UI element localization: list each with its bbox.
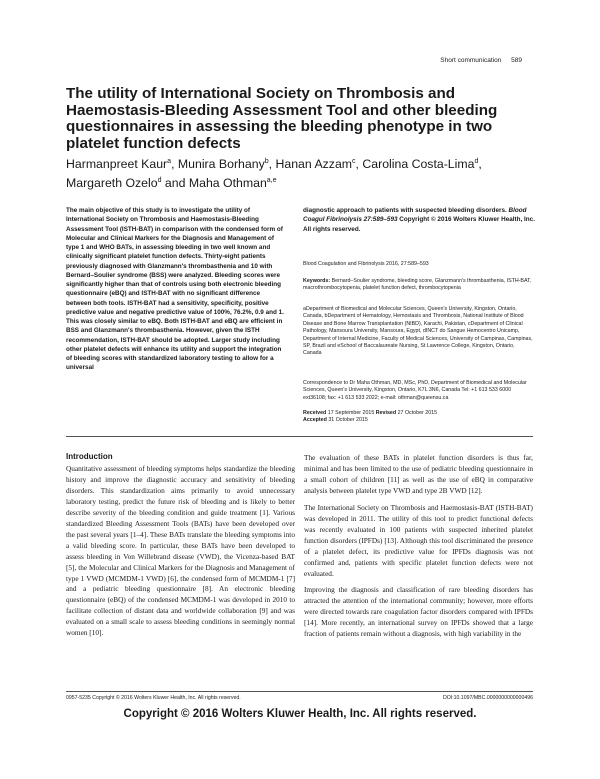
section-divider bbox=[66, 436, 533, 437]
section-heading: Introduction bbox=[66, 452, 113, 461]
article-title: The utility of International Society on Thrombosis and Haemostasis-Bleeding Assessment Tool and other bleeding questionnaires in assessing the bleeding phenotype in two platelet function defects bbox=[66, 85, 498, 152]
author: Munira Borhany$^b$ bbox=[177, 157, 269, 172]
keywords-label: Keywords: bbox=[303, 278, 331, 284]
paragraph: The evaluation of these BATs in platelet function disorders is thus far, minimal and has been limited to the use of pediatric bleeding questionnaire in a small cohort of children [11] as well as the use of eBQ in comparative analysis between platelet type VWD and type 2B VWD [12]. bbox=[304, 453, 533, 495]
paragraph: Improving the diagnosis and classification of rare bleeding disorders has attracted the attention of the international community; however, more efforts were directed towards rare coagulation factor disorders compared with IPFDs [14]. More recently, an international survey on IPFDs showed that a large fraction of patients remain without a diagnosis, with high variability in the bbox=[304, 585, 533, 639]
author-list: Harmanpreet Kaur$^a$, Munira Borhany$^b$, Hanan Azzam$^c$, Carolina Costa-Lima$^d$, Margareth Ozelo$^d$ and Maha Othman$^{a,e}$ bbox=[66, 157, 482, 190]
paragraph: The International Society on Thrombosis and Haemostasis-BAT (ISTH-BAT) was developed in 2011. The utility of this tool to predict functional defects was recently evaluated in 100 patients with suspected inherited platelet function disorders (IPFDs) [13]. Although this tool discriminated the presence of a platelet defect, its predictive value for IPFDs diagnosis was not confirmed and, patients with specific platelet function defects were not evaluated. bbox=[304, 502, 533, 578]
abstract-left: The main objective of this study is to investigate the utility of International Society on Thrombosis and Haemostasis-Bleeding Assessment Tool (ISTH-BAT) in comparison with the condensed form of Molecular and Clinical Markers for the Diagnosis and Management of type 1 and WHO BATs, in assessing bleeding in two well known and clinically significant platelet function defects. Thirty-eight patients previously diagnosed with Glanzmann's thrombasthenia and 10 with Bernard–Soulier syndrome (BSS) were analyzed. Bleeding scores were significantly higher than that of controls using both electronic bleeding questionnaire (eBQ) and ISTH-BAT with no significant difference between both tools. ISTH-BAT had a sensitivity, specificity, positive predictive value and negative predictive value of 100%, 76.2%, 0.9 and 1. This was closely similar to eBQ. Both ISTH-BAT and eBQ are efficient in BSS and Glanzmann's thrombasthenia. However, given the ISTH recommendation, ISTH-BAT should be adopted. Larger study including other platelet defects will enhance its utility and support the integration of bleeding scores with standardized laboratory testing to allow for a universal bbox=[66, 207, 284, 372]
footer-issn: 0957-5235 Copyright © 2016 Wolters Kluwer Health, Inc. All rights reserved. bbox=[66, 695, 241, 701]
author: Maha Othman$^{a,e}$ bbox=[188, 175, 277, 190]
footer-doi: DOI:10.1097/MBC.0000000000000496 bbox=[443, 695, 533, 701]
abstract-right: diagnostic approach to patients with suspected bleeding disorders. Blood Coagul Fibrinolysis 27:589–593 Copyright © 2016 Wolters Kluwer Health, Inc. All rights reserved. bbox=[303, 207, 535, 233]
body-column-right bbox=[304, 453, 533, 646]
author: Hanan Azzam$^c$ bbox=[275, 157, 356, 172]
citation-ref: 27:589–593 bbox=[363, 216, 398, 224]
affiliations: aDepartment of Biomedical and Molecular Sciences, Queen's University, Kingston, Ontario, Canada, bDepartment of Hematology, Hemostasis and Thrombosis, National Institute of Blood Disease and Bone Marrow Transplantation (NIBD), Karachi, Pakistan, cDepartment of Clinical Pathology, Mansoura University, Mansoura, Egypt, dINCT do Sangue Hemocentro Unicamp, Department of Internal Medicine, Faculty of Medical Sciences, University of Campinas, Campinas, SP, Brazil and eSchool of Baccalaureate Nursing, St Lawrence College, Kingston, Ontario, Canada bbox=[303, 306, 533, 357]
page-number: 589 bbox=[511, 57, 522, 64]
author: Harmanpreet Kaur$^a$ bbox=[66, 157, 172, 172]
paragraph: Quantitative assessment of bleeding symptoms helps standardize the bleeding history and improve the diagnostic accuracy and sensitivity of bleeding disorders. This standardization aims primarily to avoid unnecessary laboratory testing, predict the future risk of bleeding and is likely to better describe severity of the bleeding condition and guide treatment [1]. Various standardized Bleeding Assessment Tools (BATs) have been developed over the past several years [1–4]. These BATs translate the bleeding symptoms into a valid bleeding score. In particular, these BATs have been developed to assess bleeding in Von Willebrand disease (VWD), the Vicenza-based BAT [5], the Molecular and Clinical Markers for the Diagnosis and Management of type 1 VWD (MCMDM-1 VWD) [6], the condensed form of MCMDM-1 [7] and a pediatric bleeding questionnaire [8]. An electronic bleeding questionnaire (eBQ) of the condensed MCMDM-1 was developed in 2010 to facilitate collection of distant data and worldwide collaboration [9] and was evaluated on a small scale to assess bleeding conditions in seemingly normal women [10]. bbox=[66, 464, 295, 638]
citation-journal: Blood Coagul Fibrinolysis bbox=[303, 207, 527, 224]
article-dates: Received 17 September 2015 Revised 27 October 2015 Accepted 31 October 2015 bbox=[303, 410, 438, 424]
correspondence: Correspondence to Dr Maha Othman, MD, MSc, PhD, Department of Biomedical and Molecular Sciences, Queen's University, Kingston, Ontario, K7L 3N6, Canada Tel: +1 613 533 6000 ext36108; fax: +1 613 533 2022; e-mail: othman@queensu.ca bbox=[303, 380, 527, 401]
copyright-banner: Copyright © 2016 Wolters Kluwer Health, Inc. All rights reserved. bbox=[123, 708, 477, 720]
journal-line: Blood Coagulation and Fibrinolysis 2016, 27:589–593 bbox=[303, 261, 429, 267]
keywords: Keywords: Bernard–Soulier syndrome, bleeding score, Glanzmann's thrombasthenia, ISTH-BAT, macrothrombocytopenia, platelet function defect, thrombocytopenia bbox=[303, 278, 532, 292]
author: Carolina Costa-Lima$^d$ bbox=[362, 157, 479, 172]
body-column-left bbox=[66, 464, 295, 645]
footer-divider bbox=[66, 691, 533, 692]
section-label: Short communication bbox=[440, 57, 502, 64]
author: Margareth Ozelo$^d$ bbox=[66, 175, 162, 190]
running-header bbox=[432, 57, 522, 64]
